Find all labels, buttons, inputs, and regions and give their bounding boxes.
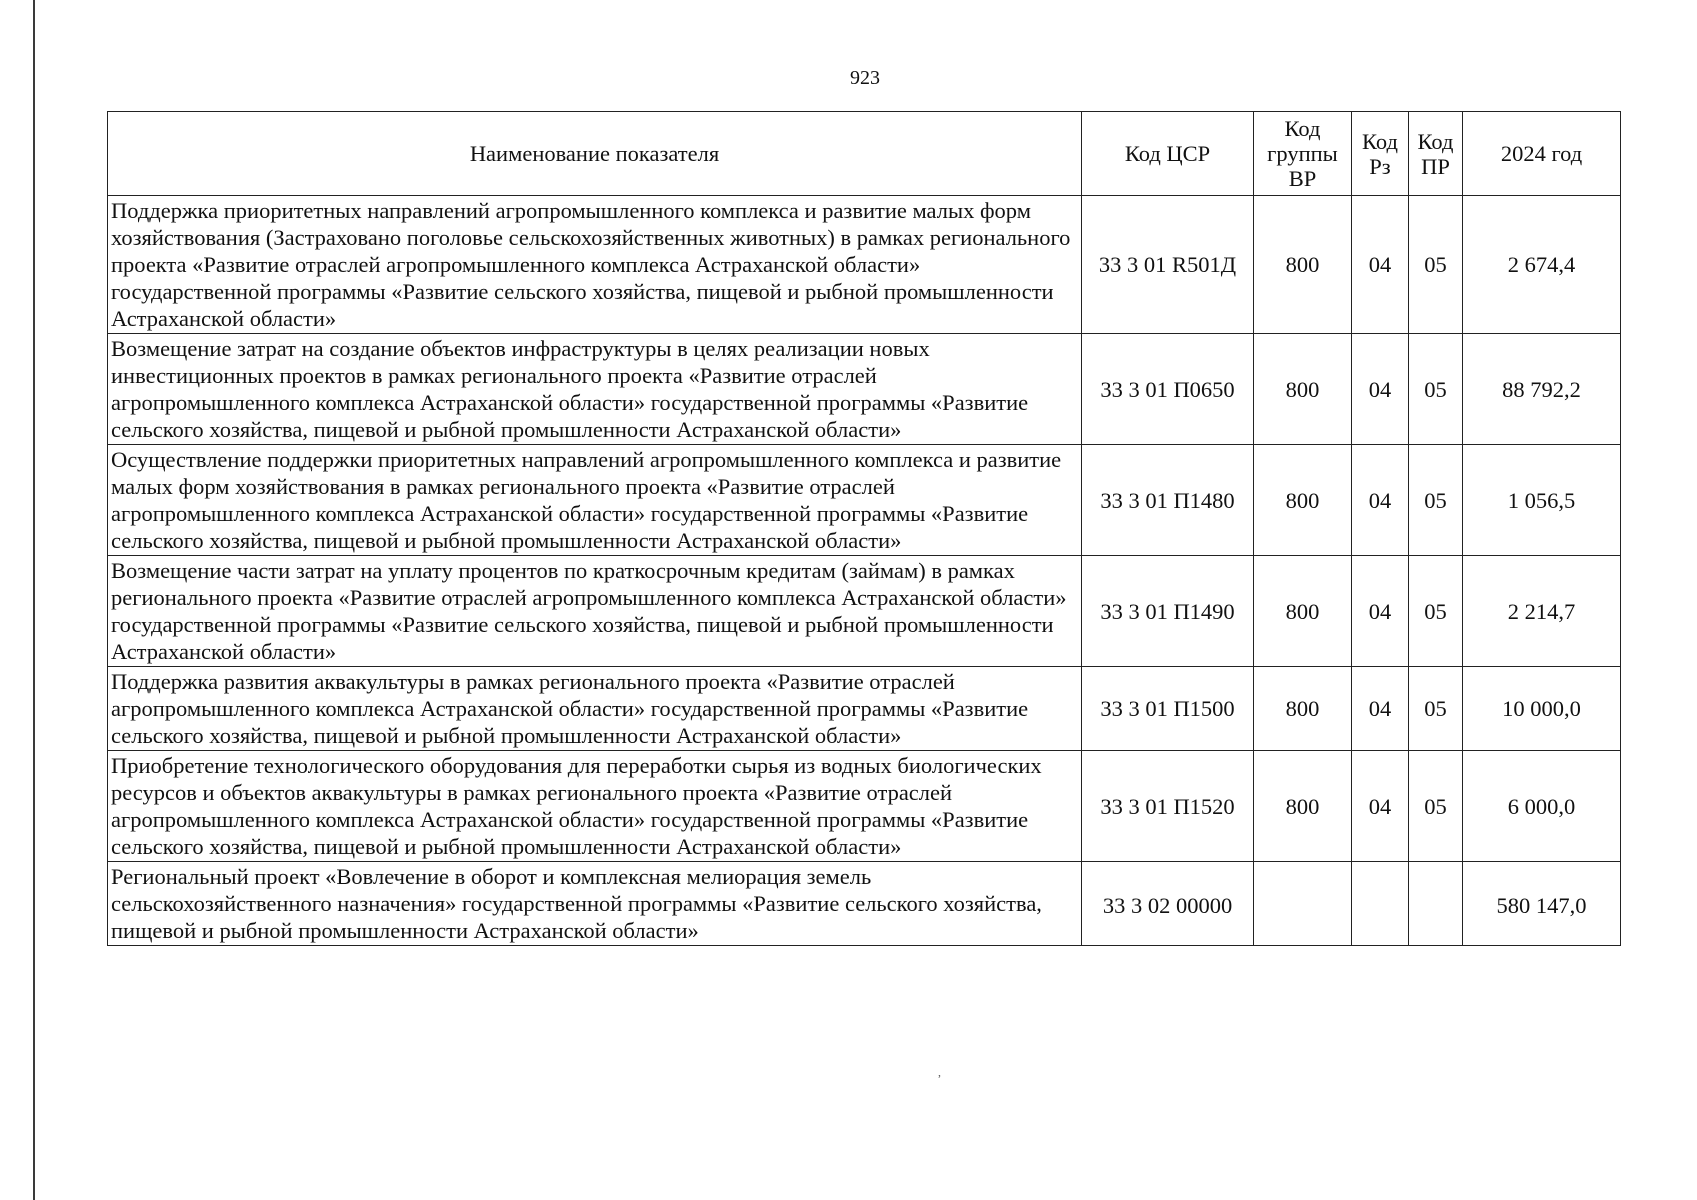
table-row: [108, 334, 1621, 445]
header-pr-code: Код ПР: [1409, 112, 1463, 196]
row-indicator-name: Поддержка развития аквакультуры в рамках регионального проекта «Развитие отраслей агропромышленного комплекса Астраханской области» государственной программы «Развитие сельского хозяйства, пищевой и рыбной промышленности Астраханской области»: [108, 667, 1082, 751]
header-vr-group-code: Код группы ВР: [1254, 112, 1352, 196]
table-row: [108, 751, 1621, 862]
row-pr-code: 05: [1409, 751, 1463, 862]
header-year-2024: 2024 год: [1463, 112, 1621, 196]
row-indicator-name: Возмещение затрат на создание объектов инфраструктуры в целях реализации новых инвестиционных проектов в рамках регионального проекта «Развитие отраслей агропромышленного комплекса Астраханской области» государственной программы «Развитие сельского хозяйства, пищевой и рыбной промышленности Астраханской области»: [108, 334, 1082, 445]
table-row: [108, 862, 1621, 946]
row-vr-code: 800: [1254, 751, 1352, 862]
header-indicator-name: Наименование показателя: [108, 112, 1082, 196]
row-rz-code: 04: [1352, 445, 1409, 556]
row-vr-code: [1254, 862, 1352, 946]
table-row: [108, 196, 1621, 334]
row-csr-code: 33 3 01 П1480: [1082, 445, 1254, 556]
row-csr-code: 33 3 02 00000: [1082, 862, 1254, 946]
row-vr-code: 800: [1254, 556, 1352, 667]
budget-table: [107, 111, 1621, 946]
row-pr-code: 05: [1409, 556, 1463, 667]
page-number: 923: [850, 67, 880, 89]
table-row: [108, 445, 1621, 556]
header-csr-code: Код ЦСР: [1082, 112, 1254, 196]
row-amount: 88 792,2: [1463, 334, 1621, 445]
row-csr-code: 33 3 01 П1520: [1082, 751, 1254, 862]
row-rz-code: 04: [1352, 196, 1409, 334]
row-amount: 1 056,5: [1463, 445, 1621, 556]
row-indicator-name: Возмещение части затрат на уплату процентов по краткосрочным кредитам (займам) в рамках регионального проекта «Развитие отраслей агропромышленного комплекса Астраханской области» государственной программы «Развитие сельского хозяйства, пищевой и рыбной промышленности Астраханской области»: [108, 556, 1082, 667]
row-amount: 10 000,0: [1463, 667, 1621, 751]
row-pr-code: 05: [1409, 334, 1463, 445]
row-vr-code: 800: [1254, 334, 1352, 445]
table-row: [108, 556, 1621, 667]
row-pr-code: 05: [1409, 196, 1463, 334]
row-vr-code: 800: [1254, 445, 1352, 556]
row-csr-code: 33 3 01 П1490: [1082, 556, 1254, 667]
row-csr-code: 33 3 01 П0650: [1082, 334, 1254, 445]
row-rz-code: [1352, 862, 1409, 946]
left-margin-line: [33, 0, 35, 1200]
row-amount: 2 674,4: [1463, 196, 1621, 334]
row-amount: 580 147,0: [1463, 862, 1621, 946]
row-csr-code: 33 3 01 П1500: [1082, 667, 1254, 751]
row-rz-code: 04: [1352, 667, 1409, 751]
row-pr-code: 05: [1409, 445, 1463, 556]
row-indicator-name: Осуществление поддержки приоритетных направлений агропромышленного комплекса и развитие малых форм хозяйствования в рамках регионального проекта «Развитие отраслей агропромышленного комплекса Астраханской области» государственной программы «Развитие сельского хозяйства, пищевой и рыбной промышленности Астраханской области»: [108, 445, 1082, 556]
table-header-row: [108, 112, 1621, 196]
row-vr-code: 800: [1254, 196, 1352, 334]
row-vr-code: 800: [1254, 667, 1352, 751]
row-pr-code: [1409, 862, 1463, 946]
row-indicator-name: Поддержка приоритетных направлений агропромышленного комплекса и развитие малых форм хозяйствования (Застраховано поголовье сельскохозяйственных животных) в рамках регионального проекта «Развитие отраслей агропромышленного комплекса Астраханской области» государственной программы «Развитие сельского хозяйства, пищевой и рыбной промышленности Астраханской области»: [108, 196, 1082, 334]
row-rz-code: 04: [1352, 334, 1409, 445]
row-amount: 2 214,7: [1463, 556, 1621, 667]
scan-speck: ,: [938, 1065, 941, 1079]
row-pr-code: 05: [1409, 667, 1463, 751]
row-indicator-name: Приобретение технологического оборудования для переработки сырья из водных биологических ресурсов и объектов аквакультуры в рамках регионального проекта «Развитие отраслей агропромышленного комплекса Астраханской области» государственной программы «Развитие сельского хозяйства, пищевой и рыбной промышленности Астраханской области»: [108, 751, 1082, 862]
row-rz-code: 04: [1352, 556, 1409, 667]
table-row: [108, 667, 1621, 751]
header-rz-code: Код Рз: [1352, 112, 1409, 196]
row-rz-code: 04: [1352, 751, 1409, 862]
row-csr-code: 33 3 01 R501Д: [1082, 196, 1254, 334]
row-indicator-name: Региональный проект «Вовлечение в оборот и комплексная мелиорация земель сельскохозяйственного назначения» государственной программы «Развитие сельского хозяйства, пищевой и рыбной промышленности Астраханской области»: [108, 862, 1082, 946]
row-amount: 6 000,0: [1463, 751, 1621, 862]
